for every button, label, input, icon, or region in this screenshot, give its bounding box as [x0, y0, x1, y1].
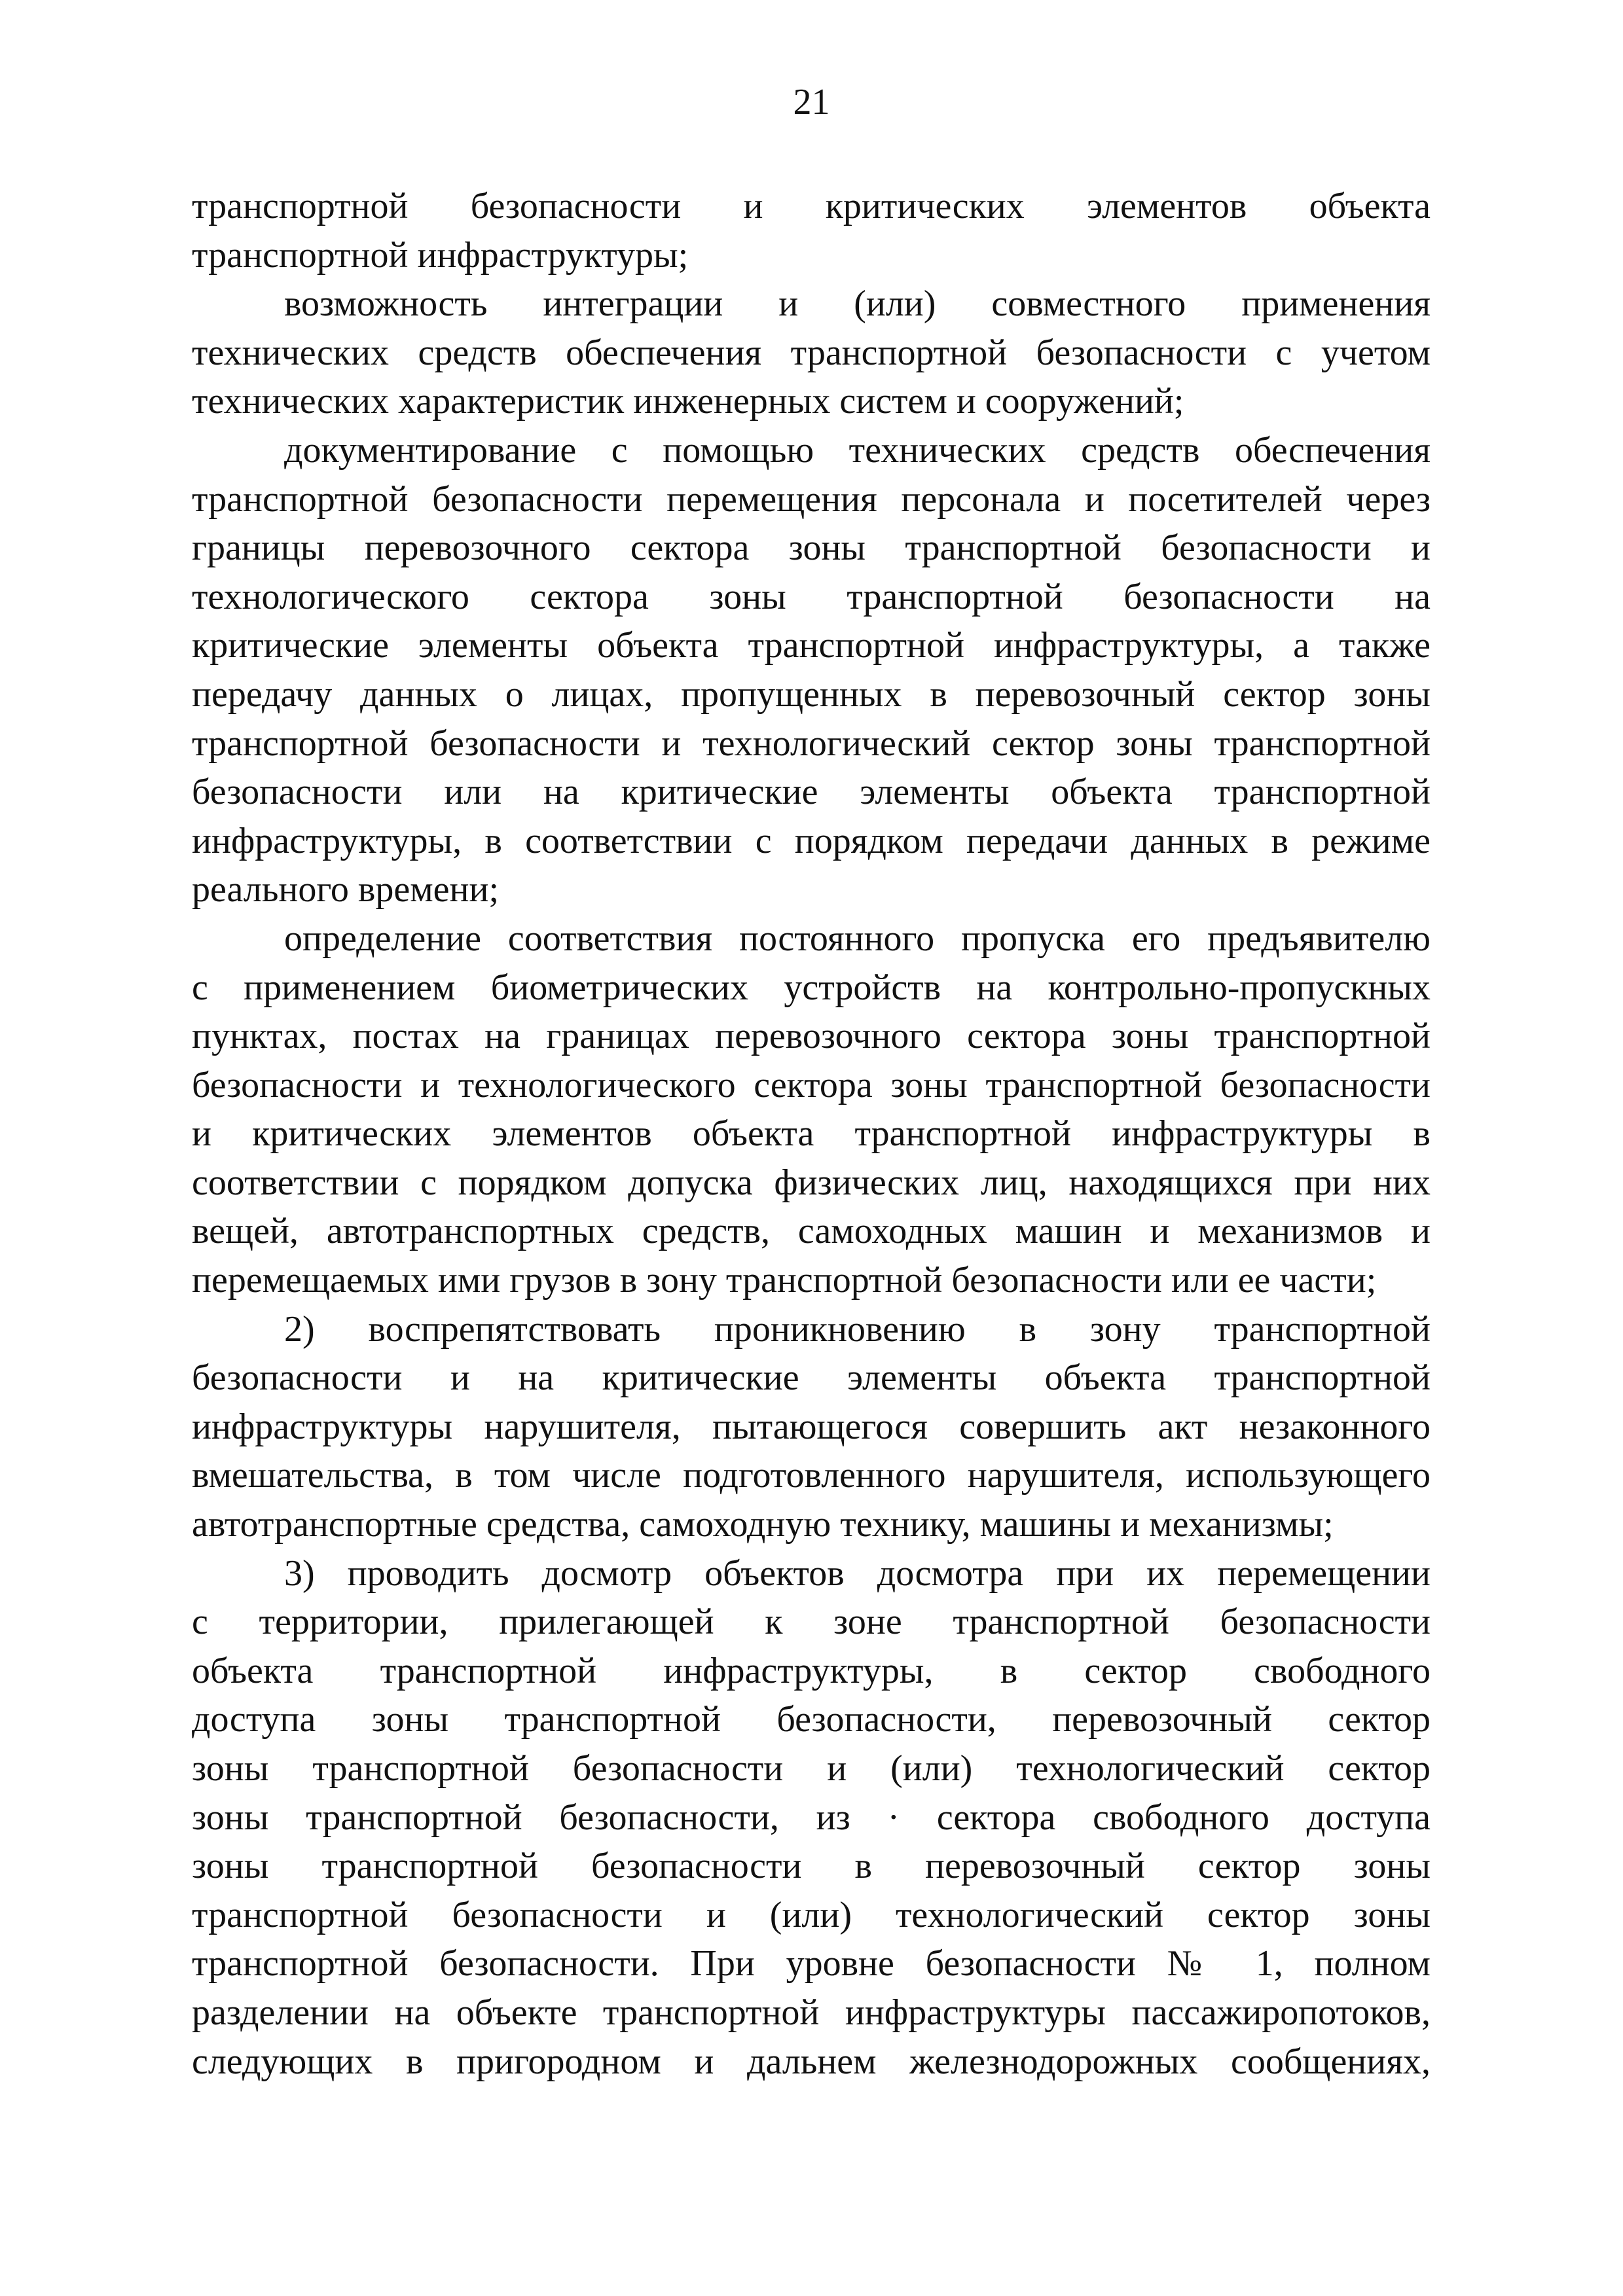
- paragraph: [192, 426, 1431, 914]
- text-line: транспортной безопасности и критических элементов объекта: [192, 186, 1431, 226]
- paragraph: [192, 279, 1431, 426]
- text-line: зоны транспортной безопасности, из · сектора свободного доступа: [192, 1797, 1431, 1838]
- text-line: вещей, автотранспортных средств, самоходных машин и механизмов и: [192, 1211, 1431, 1252]
- text-line: с применением биометрических устройств на контрольно-пропускных: [192, 967, 1431, 1008]
- text-line: технологического сектора зоны транспортной безопасности на: [192, 576, 1431, 617]
- paragraph: [192, 182, 1431, 279]
- text-line: зоны транспортной безопасности в перевозочный сектор зоны: [192, 1846, 1431, 1887]
- paragraph: [192, 914, 1431, 1305]
- text-line: 3) проводить досмотр объектов досмотра при их перемещении: [284, 1552, 1431, 1594]
- text-line: зоны транспортной безопасности и (или) технологический сектор: [192, 1748, 1431, 1789]
- text-line: доступа зоны транспортной безопасности, перевозочный сектор: [192, 1699, 1431, 1740]
- text-line: автотранспортные средства, самоходную технику, машины и механизмы;: [192, 1504, 1334, 1545]
- text-line: критические элементы объекта транспортной инфраструктуры, а также: [192, 625, 1431, 666]
- text-line: документирование с помощью технических средств обеспечения: [284, 429, 1431, 471]
- text-line: безопасности и на критические элементы объекта транспортной: [192, 1357, 1431, 1399]
- text-line: 2) воспрепятствовать проникновению в зону транспортной: [284, 1308, 1431, 1350]
- text-line: транспортной безопасности перемещения персонала и посетителей через: [192, 478, 1431, 520]
- text-line: пунктах, постах на границах перевозочного сектора зоны транспортной: [192, 1016, 1431, 1057]
- text-line: следующих в пригородном и дальнем железнодорожных сообщениях,: [192, 2041, 1431, 2082]
- text-line: передачу данных о лицах, пропущенных в перевозочный сектор зоны: [192, 673, 1431, 715]
- text-line: транспортной безопасности и технологический сектор зоны транспортной: [192, 723, 1431, 764]
- text-line: перемещаемых ими грузов в зону транспортной безопасности или ее части;: [192, 1260, 1377, 1301]
- text-line: транспортной безопасности. При уровне безопасности № 1, полном: [192, 1943, 1431, 1984]
- text-line: транспортной инфраструктуры;: [192, 234, 689, 276]
- text-line: и критических элементов объекта транспортной инфраструктуры в: [192, 1113, 1431, 1155]
- text-line: технических средств обеспечения транспортной безопасности с учетом: [192, 332, 1431, 373]
- paragraph: [192, 1305, 1431, 1549]
- paragraph: [192, 1549, 1431, 2087]
- text-line: вмешательства, в том числе подготовленного нарушителя, использующего: [192, 1455, 1431, 1496]
- page-number: 21: [793, 82, 830, 122]
- text-line: границы перевозочного сектора зоны транспортной безопасности и: [192, 528, 1431, 569]
- text-line: инфраструктуры, в соответствии с порядком передачи данных в режиме: [192, 820, 1431, 861]
- text-line: возможность интеграции и (или) совместного применения: [284, 283, 1431, 325]
- body-text: [192, 182, 1431, 2086]
- text-line: с территории, прилегающей к зоне транспортной безопасности: [192, 1602, 1431, 1643]
- text-line: объекта транспортной инфраструктуры, в сектор свободного: [192, 1650, 1431, 1691]
- text-line: разделении на объекте транспортной инфраструктуры пассажиропотоков,: [192, 1992, 1431, 2033]
- text-line: транспортной безопасности и (или) технологический сектор зоны: [192, 1894, 1431, 1935]
- text-line: технических характеристик инженерных систем и сооружений;: [192, 381, 1184, 422]
- text-line: реального времени;: [192, 869, 499, 910]
- text-line: соответствии с порядком допуска физических лиц, находящихся при них: [192, 1162, 1431, 1203]
- text-line: безопасности или на критические элементы объекта транспортной: [192, 772, 1431, 813]
- text-line: безопасности и технологического сектора зоны транспортной безопасности: [192, 1064, 1431, 1105]
- text-line: определение соответствия постоянного пропуска его предъявителю: [284, 918, 1431, 959]
- text-line: инфраструктуры нарушителя, пытающегося совершить акт незаконного: [192, 1406, 1431, 1447]
